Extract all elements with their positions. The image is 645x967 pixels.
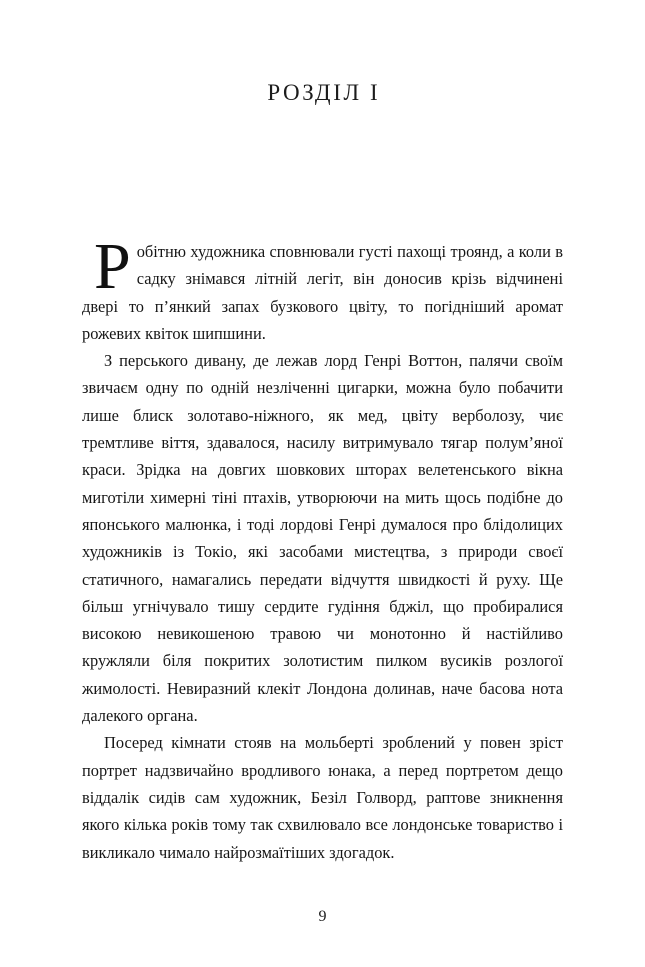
paragraph-2-text: З перського дивану, де лежав лорд Генрі Воттон, палячи своїм звичаєм одну по одній незліченні цигарки, можна було побачити лише блиск золотаво-ніжного, як мед, цвіту верболозу, чиє тремтливе віття, здавалося, насилу витримувало тягар полум’яної краси. Зрідка на довгих шовкових шторах велетенського вікна миготіли химерні тіні птахів, утворюючи на мить щось подібне до японського малюнка, і тоді лордові Генрі думалося про блідолицих художників із Токіо, які засобами мистецтва, з природи своєї статичного, намагались передати відчуття швидкості й руху. Ще більш угнічувало тишу сердите гудіння бджіл, що пробиралися високою невикошеною травою чи монотонно й настійливо кружляли біля покритих золотистим пилком вусиків розлогої жимолості. Невиразний клекіт Лондона долинав, наче басова нота далекого органа. [82,351,563,726]
paragraph-1 [82,230,563,347]
paragraph-3-text: Посеред кімнати стояв на мольберті зроблений у повен зріст портрет надзвичайно вродливого юнака, а перед портретом дещо віддалік сидів сам художник, Безіл Голворд, раптове зникнення якого кілька років тому так схвилювало все лондонське товариство і викликало чимало найрозмаїтіших здогадок. [82,733,563,862]
paragraph-2 [82,347,563,729]
paragraph-3 [82,729,563,865]
chapter-title: РОЗДІЛ І [267,80,381,105]
body-text-block [82,230,563,866]
page-number: 9 [318,908,327,925]
drop-cap-letter: Р [94,230,131,303]
paragraph-1-text: обітню художника сповнювали густі пахощі троянд, а коли в садку знімався літній легіт, він доносив крізь відчинені двері то п’янкий запах бузкового цвіту, то погідніший аромат рожевих квіток шипшини. [82,242,563,343]
